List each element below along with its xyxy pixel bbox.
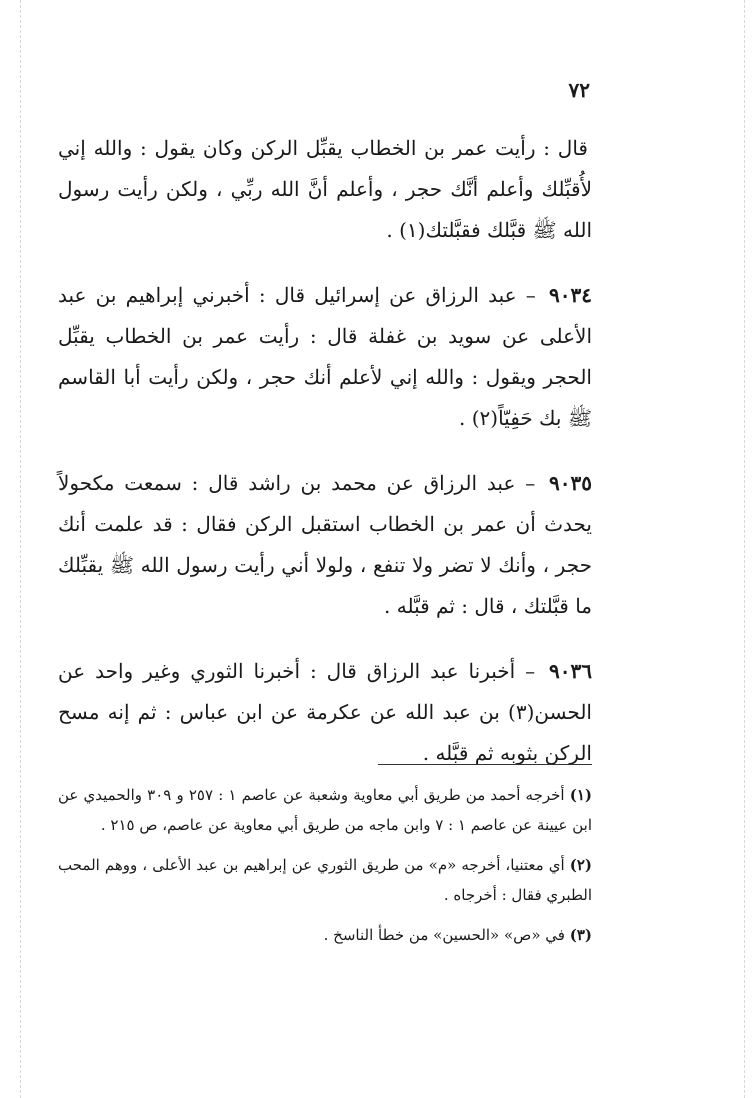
main-text — [58, 128, 592, 798]
paragraph-text: قال : رأيت عمر بن الخطاب يقبِّل الركن وكان يقول : والله إني لأُقبِّلك وأعلم أنَّك حجر ، وأعلم أنَّ الله ربِّي ، ولكن رأيت رسول الله ﷺ قبَّلك فقبَّلتك(١) . — [58, 136, 592, 242]
footnote-text: أي معتنيا، أخرجه «م» من طريق الثوري عن إبراهيم بن عبد الأعلى ، ووهم المحب الطبري فقال : أخرجاه . — [58, 856, 592, 904]
paragraph-text: – عبد الرزاق عن إسرائيل قال : أخبرني إبراهيم بن عبد الأعلى عن سويد بن غفلة قال : رأيت عمر بن الخطاب يقبِّل الحجر ويقول : والله إني لأعلم أنك حجر ، ولكن رأيت أبا القاسم ﷺ بك حَفِيّاً(٢) . — [58, 283, 592, 430]
footnote-number: (١) — [569, 786, 592, 804]
paragraph-text: – أخبرنا عبد الرزاق قال : أخبرنا الثوري وغير واحد عن الحسن(٣) بن عبد الله عن عكرمة عن ابن عباس : ثم إنه مسح الركن بثوبه ثم قبَّله . — [58, 659, 592, 765]
paragraph-3 — [58, 463, 592, 627]
paragraph-2 — [58, 275, 592, 439]
hadith-number: ٩٠٣٦ — [549, 659, 593, 683]
paragraph-text: – عبد الرزاق عن محمد بن راشد قال : سمعت مكحولاً يحدث أن عمر بن الخطاب استقبل الركن فقال : قد علمت أنك حجر ، وأنك لا تضر ولا تنفع ، ولولا أني رأيت رسول الله ﷺ يقبِّلك ما قبَّلتك ، قال : ثم قبَّله . — [58, 471, 592, 618]
right-margin-guide — [744, 0, 745, 1098]
left-margin-guide — [20, 0, 21, 1098]
footnotes — [58, 780, 592, 960]
hadith-number: ٩٠٣٥ — [549, 471, 592, 495]
footnote-number: (٣) — [569, 926, 592, 944]
footnote-text: أخرجه أحمد من طريق أبي معاوية وشعبة عن عاصم ١ : ٢٥٧ و ٣٠٩ والحميدي عن ابن عيينة عن عاصم ١ : ٧ وابن ماجه من طريق أبي معاوية عن عاصم، ص ٢١٥ . — [58, 786, 592, 834]
hadith-number: ٩٠٣٤ — [549, 283, 592, 307]
paragraph-1 — [58, 128, 592, 251]
footnote-text: في «ص» «الحسين» من خطأ الناسخ . — [323, 926, 565, 944]
footnote-2 — [58, 850, 592, 910]
footnote-3 — [58, 920, 592, 950]
footnote-divider — [378, 764, 592, 765]
footnote-number: (٢) — [569, 856, 592, 874]
hadith-number — [588, 136, 592, 160]
paragraph-4 — [58, 651, 592, 774]
page-number: ٧٢ — [568, 78, 590, 102]
footnote-1 — [58, 780, 592, 840]
